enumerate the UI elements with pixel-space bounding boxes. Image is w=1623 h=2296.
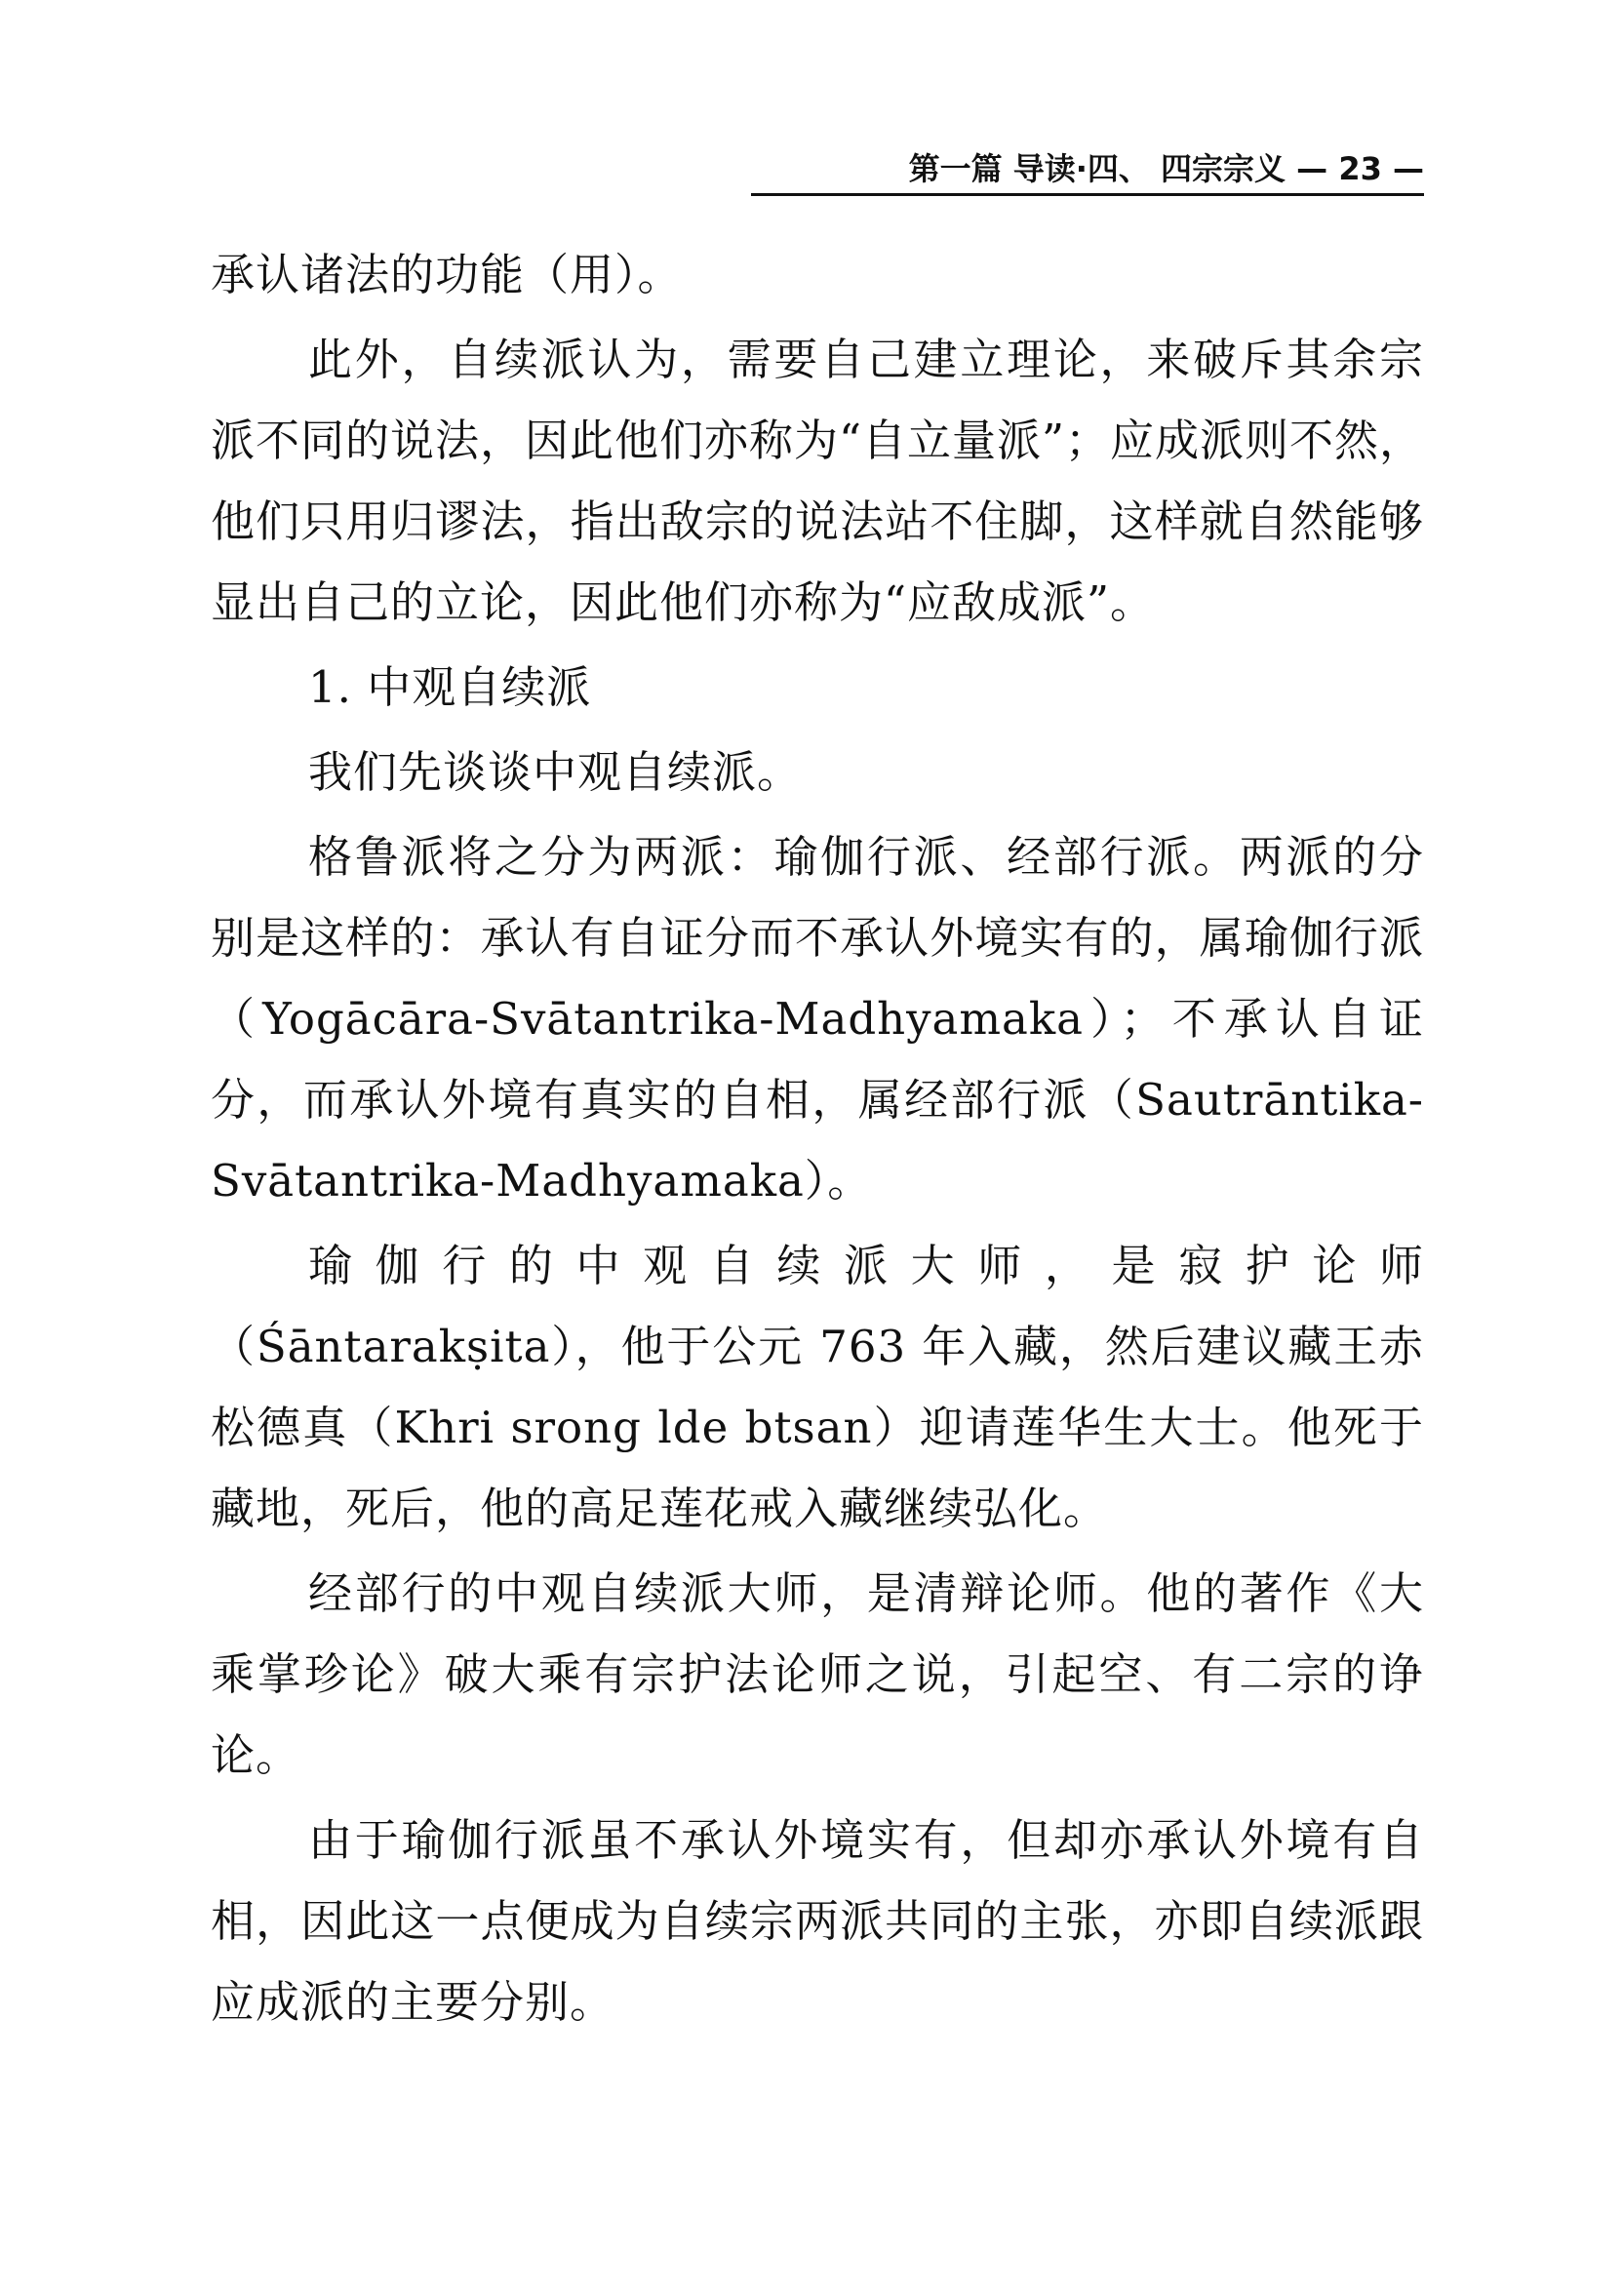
paragraph-continuation: 承认诸法的功能（用）。 (211, 249, 683, 300)
paragraph: 经部行的中观自续派大师，是清辩论师。他的著作《大乘掌珍论》破大乘有宗护法论师之说，引起空、有二宗的诤论。 (211, 1567, 1424, 1781)
paragraph: 格鲁派将之分为两派：瑜伽行派、经部行派。两派的分别是这样的：承认有自证分而不承认外境实有的，属瑜伽行派（Yogācāra-Svātantrika-Madhyamaka）；不承认自证分，而承认外境有真实的自相，属经部行派（Sautrāntika-Svātantrika-Madhyamaka）。 (211, 831, 1424, 1207)
paragraph: 由于瑜伽行派虽不承认外境实有，但却亦承认外境有自相，因此这一点便成为自续宗两派共同的主张，亦即自续派跟应成派的主要分别。 (211, 1814, 1424, 2028)
paragraph: 此外，自续派认为，需要自己建立理论，来破斥其余宗派不同的说法，因此他们亦称为“自立量派”；应成派则不然，他们只用归谬法，指出敌宗的说法站不住脚，这样就自然能够显出自己的立论，因此他们亦称为“应敌成派”。 (211, 334, 1425, 628)
section-heading: 1. 中观自续派 (308, 661, 592, 713)
header-rule (751, 193, 1424, 196)
body-text (211, 234, 1424, 2042)
paragraph: 我们先谈谈中观自续派。 (308, 746, 803, 798)
running-header: 第一篇 导读·四、 四宗宗义 — 23 — (908, 150, 1424, 187)
paragraph: 瑜伽行的中观自续派大师，是寂护论师（Śāntarakṣita），他于公元 763 年入藏，然后建议藏王赤松德真（Khri srong lde btsan）迎请莲华生大士。他死于藏地，死后，他的高足莲花戒入藏继续弘化。 (211, 1240, 1424, 1534)
